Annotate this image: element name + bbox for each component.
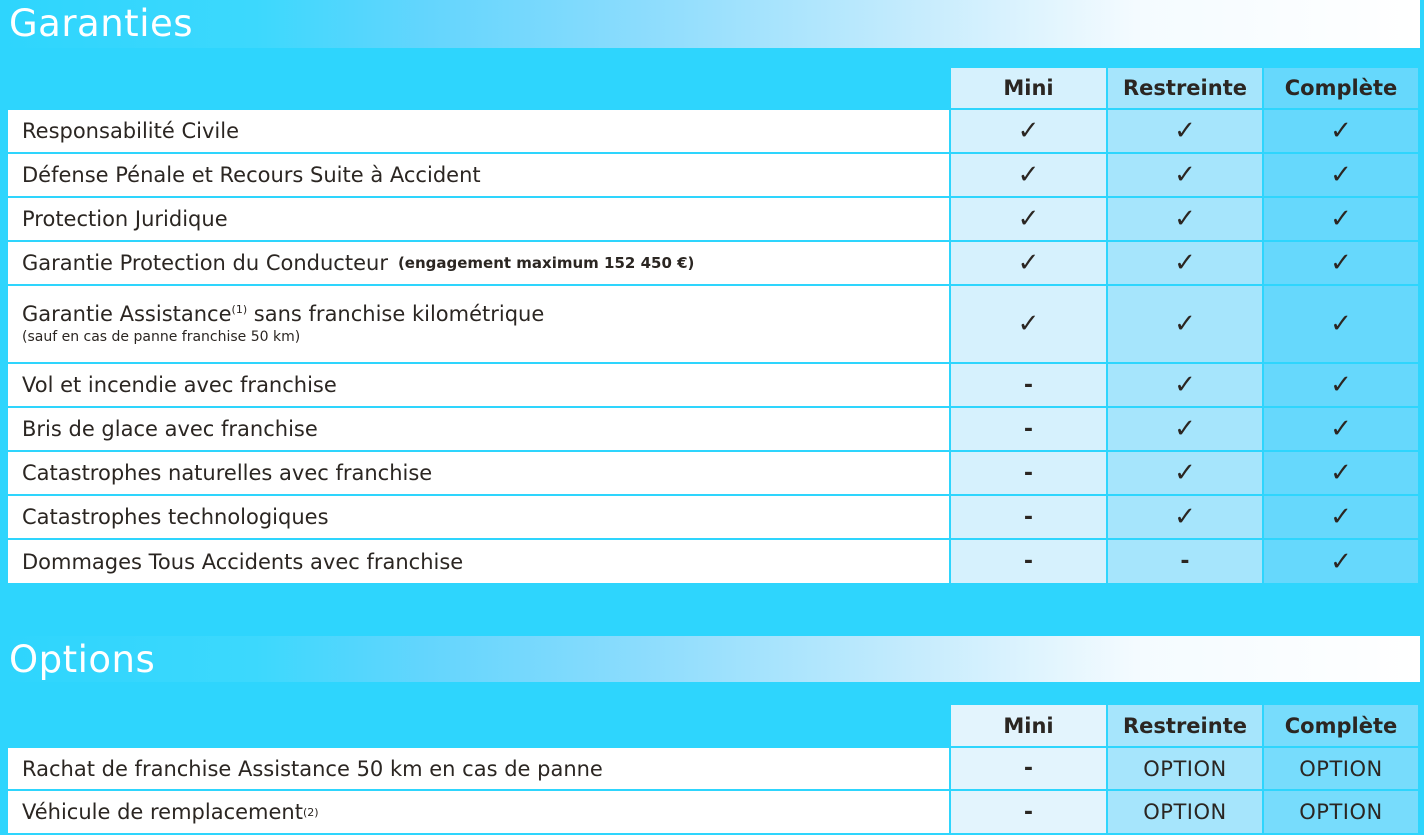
row-label [8,286,951,362]
row-label [8,748,951,789]
row-label-text: Protection Juridique [22,207,228,231]
row-label [8,154,951,196]
check-icon: ✓ [1330,248,1352,278]
table-row [8,198,1418,242]
dash-icon: - [1023,799,1034,825]
complete-cell [1264,154,1418,196]
option-label: OPTION [1143,756,1227,781]
row-label-text: Garantie Assistance [22,302,232,327]
options-title: Options [9,638,156,681]
check-icon: ✓ [1174,370,1196,400]
check-icon: ✓ [1017,204,1040,234]
row-label [8,110,951,152]
dash-icon: - [1023,460,1034,486]
garanties-title: Garanties [9,2,194,45]
mini-cell [951,791,1108,833]
row-label-text: Véhicule de remplacement [22,800,303,824]
dash-icon: - [1180,549,1190,574]
row-label-text: Catastrophes technologiques [22,505,329,529]
check-icon: ✓ [1174,160,1196,190]
table-row [8,791,1418,833]
mini-cell [951,286,1108,362]
row-label [8,791,951,833]
check-icon: ✓ [1330,502,1352,532]
header-empty [8,68,951,108]
restreinte-cell [1108,408,1264,450]
dash-icon: - [1023,416,1034,442]
complete-cell [1264,286,1418,362]
table-row [8,408,1418,452]
header-mini: Mini [951,68,1108,108]
restreinte-cell [1108,364,1264,406]
option-label: OPTION [1143,800,1227,824]
garanties-table [8,68,1418,583]
row-label-subtext: (sauf en cas de panne franchise 50 km) [22,329,301,346]
garanties-title-bar [0,0,1420,48]
row-label [8,496,951,538]
check-icon: ✓ [1174,502,1196,532]
row-label-text: Vol et incendie avec franchise [22,373,337,397]
complete-cell [1264,242,1418,284]
check-icon: ✓ [1330,309,1352,339]
check-icon: ✓ [1174,414,1196,444]
restreinte-cell [1108,198,1264,240]
table-row [8,154,1418,198]
header-complete: Complète [1264,705,1418,746]
row-label-text: Garantie Protection du Conducteur [22,251,388,275]
row-label [8,242,951,284]
header-restreinte: Restreinte [1108,705,1264,746]
restreinte-cell [1108,154,1264,196]
row-label [8,364,951,406]
restreinte-cell [1108,748,1264,789]
row-label-text: Dommages Tous Accidents avec franchise [22,549,464,574]
row-label-text: Bris de glace avec franchise [22,417,318,441]
row-label-note: (engagement maximum 152 450 €) [397,254,695,272]
header-mini: Mini [951,705,1108,746]
check-icon: ✓ [1330,458,1352,488]
check-icon: ✓ [1174,309,1196,339]
check-icon: ✓ [1174,116,1196,146]
dash-icon: - [1023,549,1034,574]
complete-cell [1264,540,1418,583]
complete-cell [1264,791,1418,833]
table-row [8,540,1418,583]
mini-cell [951,198,1108,240]
mini-cell [951,364,1108,406]
mini-cell [951,496,1108,538]
complete-cell [1264,748,1418,789]
row-label [8,198,951,240]
check-icon: ✓ [1330,116,1352,146]
dash-icon: - [1023,504,1034,530]
check-icon: ✓ [1017,160,1040,190]
complete-cell [1264,452,1418,494]
check-icon: ✓ [1174,458,1196,488]
table-row [8,496,1418,540]
check-icon: ✓ [1017,248,1040,278]
header-complete: Complète [1264,68,1418,108]
check-icon: ✓ [1017,116,1040,146]
mini-cell [951,540,1108,583]
restreinte-cell [1108,286,1264,362]
mini-cell [951,452,1108,494]
mini-cell [951,110,1108,152]
check-icon: ✓ [1330,414,1352,444]
table-row [8,452,1418,496]
complete-cell [1264,110,1418,152]
check-icon: ✓ [1330,370,1352,400]
options-header-row [8,705,1418,748]
row-label-text: Catastrophes naturelles avec franchise [22,461,433,485]
row-label-text: Rachat de franchise Assistance 50 km en cas de panne [22,756,603,781]
restreinte-cell [1108,242,1264,284]
complete-cell [1264,198,1418,240]
check-icon: ✓ [1330,546,1352,577]
check-icon: ✓ [1174,248,1196,278]
dash-icon: - [1023,372,1034,398]
mini-cell [951,242,1108,284]
mini-cell [951,408,1108,450]
row-label [8,540,951,583]
mini-cell [951,154,1108,196]
check-icon: ✓ [1330,160,1352,190]
options-title-bar [0,636,1420,682]
check-icon: ✓ [1017,309,1040,339]
complete-cell [1264,364,1418,406]
check-icon: ✓ [1174,204,1196,234]
option-label: OPTION [1299,800,1383,824]
row-label-text-cont: sans franchise kilométrique [247,302,545,327]
restreinte-cell [1108,540,1264,583]
table-row [8,364,1418,408]
table-row [8,286,1418,364]
restreinte-cell [1108,110,1264,152]
row-label [8,452,951,494]
options-table [8,705,1418,833]
header-restreinte: Restreinte [1108,68,1264,108]
dash-icon: - [1023,756,1034,781]
row-label-text: Défense Pénale et Recours Suite à Accident [22,163,481,187]
option-label: OPTION [1299,756,1383,781]
restreinte-cell [1108,791,1264,833]
garanties-header-row [8,68,1418,110]
footnote-marker: (1) [231,303,248,317]
complete-cell [1264,408,1418,450]
table-row [8,110,1418,154]
restreinte-cell [1108,452,1264,494]
table-row [8,748,1418,791]
footnote-marker: (2) [302,805,319,819]
complete-cell [1264,496,1418,538]
row-label [8,408,951,450]
mini-cell [951,748,1108,789]
check-icon: ✓ [1330,204,1352,234]
table-row [8,242,1418,286]
row-label-text: Responsabilité Civile [22,119,239,143]
header-empty [8,705,951,746]
restreinte-cell [1108,496,1264,538]
